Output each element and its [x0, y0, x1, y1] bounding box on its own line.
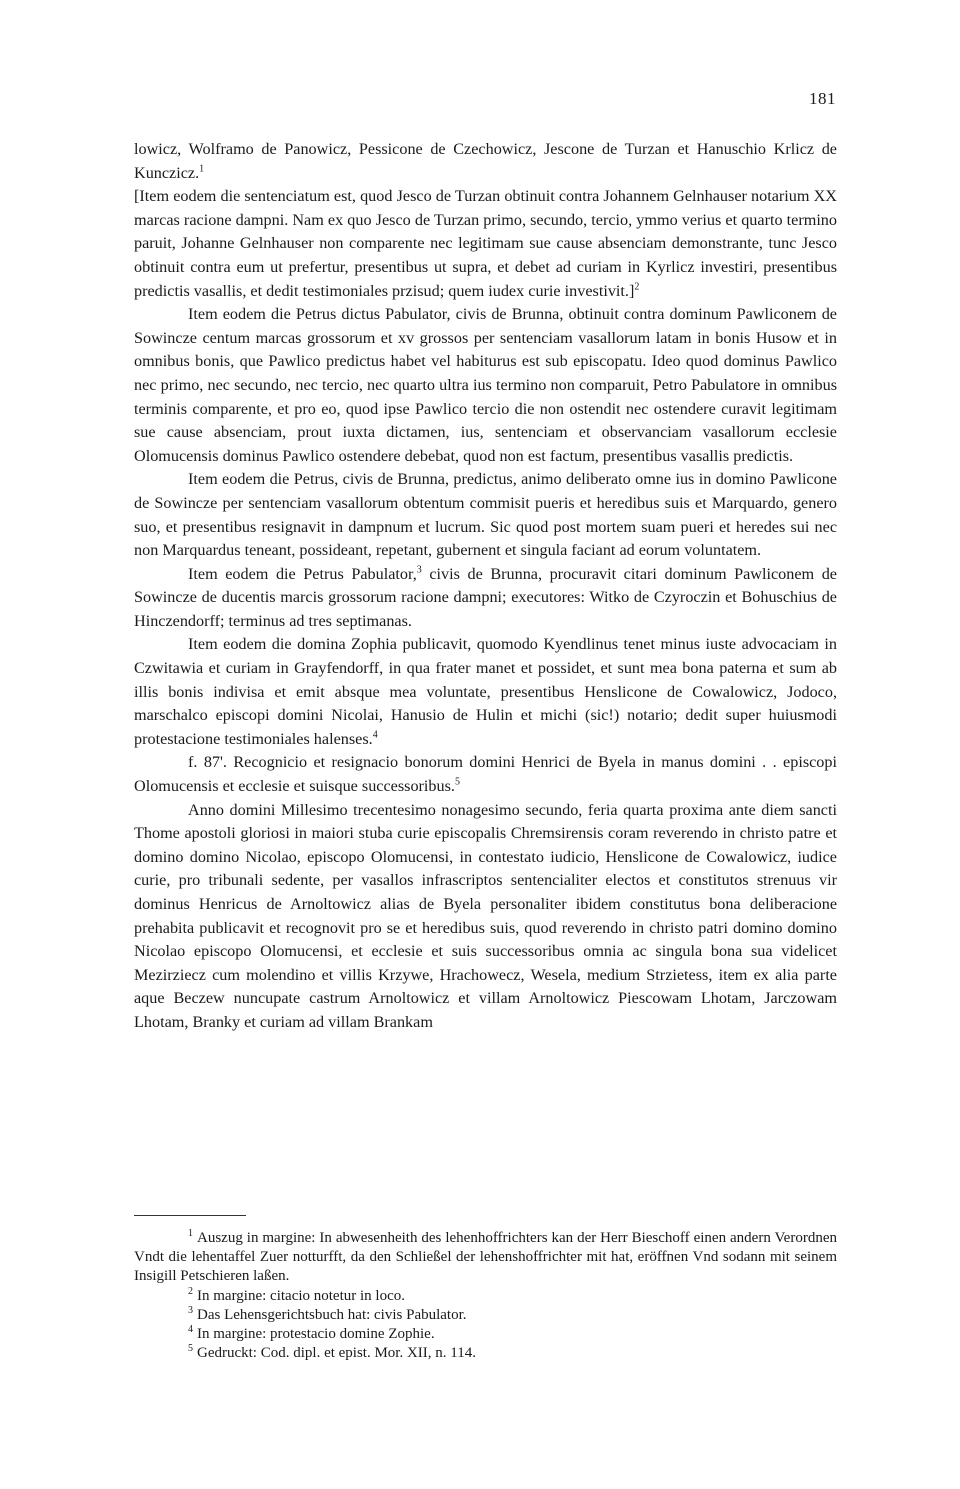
footnote-mark: 4 [188, 1324, 193, 1336]
footnote: $^4$ In margine: protestacio domine Zophie. [188, 1324, 435, 1343]
paragraph: [Item eodem die sentenciatum est, quod Jesco de Turzan obtinuit contra Johannem Gelnhauser notarium XX marcas racione dampni. Nam ex quo Jesco de Turzan primo, secundo, tercio, ymmo verius et quarto termino paruit, Johanne Gelnhauser non comparente nec legitimam sue cause absenciam demonstrante, tunc Jesco obtinuit contra eum ut prefertur, presentibus ut supra, et debet ad curiam in Kyrlicz investiri, presentibus predictis vasallis, et dedit testimoniales przisud; quem iudex curie investivit.]$^2$ [134, 187, 837, 300]
paragraph: Anno domini Millesimo trecentesimo nonagesimo secundo, feria quarta proxima ante diem sancti Thome apostoli gloriosi in maiori stuba curie episcopalis Chremsirensis coram reverendo in christo patre et domino domino Nicolao, episcopo Olomucensi, in contestato iudicio, Henslicone de Cowalowicz, iudice curie, pro tribunali sedente, per vasallos infrascriptos sentencialiter electos et constitutos strenuus vir dominus Henricus de Arnoltowicz alias de Byela personaliter ibidem constitutus bona deliberacione prehabita publicavit et recognovit pro se et heredibus suis, quod reverendo in christo patri domino domino Nicolao episcopo Olomucensi, et ecclesie et suis successoribus omnia ac singula bona sua videlicet Mezirziecz cum molendino et villis Krzywe, Hrachowecz, Wesela, medium Strzietess, item ex alia parte aque Beczew nuncupate castrum Arnoltowicz et villam Arnoltowicz Piescowam Lhotam, Jarczowam Lhotam, Branky et curiam ad villam Brankam [134, 800, 837, 1031]
paragraph: Item eodem die Petrus Pabulator,$^3$ civis de Brunna, procuravit citari dominum Pawliconem de Sowincze de ducentis marcis grossorum racione dampni; executores: Witko de Czyroczin et Bohuschius de Hinczendorff; terminus ad tres septimanas. [134, 564, 837, 630]
footnote: $^5$ Gedruckt: Cod. dipl. et epist. Mor. XII, n. 114. [188, 1343, 476, 1362]
footnotes [134, 1229, 837, 1363]
footnote: $^3$ Das Lehensgerichtsbuch hat: civis Pabulator. [188, 1304, 467, 1323]
footnote-mark: 5 [188, 1343, 193, 1355]
footnote: $^2$ In margine: citacio notetur in loco. [188, 1285, 405, 1304]
footnote-ref[interactable]: 4 [372, 729, 378, 741]
footnote-divider [134, 1215, 246, 1216]
footnote-ref[interactable]: 3 [416, 564, 422, 576]
paragraph: Item eodem die Petrus dictus Pabulator, civis de Brunna, obtinuit contra dominum Pawliconem de Sowincze centum marcas grossorum et xv grossos per sentenciam vasallorum latam in bonis Husow et in omnibus bonis, que Pawlico predictus habet vel habiturus est sub episcopatu. Ideo quod dominus Pawlico nec primo, nec secundo, nec tercio, nec quarto ultra ius termino non comparuit, Petro Pabulatore in omnibus terminis comparente, et pro eo, quod ipse Pawlico tercio die non ostendit nec ostendere curavit legitimam sue cause absenciam, prout iuxta dictamen, ius, sentenciam et observanciam vasallorum ecclesie Olomucensis dominus Pawlico ostendere debebat, quod non est factum, presentibus vasallis predictis. [134, 305, 837, 465]
page-number: 181 [809, 89, 836, 108]
footnote-mark: 2 [188, 1285, 193, 1297]
footnote: $^1$ Auszug in margine: In abwesenheith des lehenhoffrichters kan der Herr Bieschoff einen andern Verordnen Vndt die lehentaffel Zuer notturfft, da den Schließel der lehenshoffrichter mit hat, eröffnen Vnd sodann mit seinem Insigill Petschieren laßen. [134, 1228, 837, 1285]
footnote-ref[interactable]: 1 [199, 163, 205, 175]
paragraph: lowicz, Wolframo de Panowicz, Pessicone de Czechowicz, Jescone de Turzan et Hanuschio Krlicz de Kunczicz.$^1$ [134, 140, 837, 182]
footnote-mark: 1 [188, 1228, 193, 1239]
footnote-mark: 3 [188, 1304, 193, 1316]
paragraph: Item eodem die Petrus, civis de Brunna, predictus, animo deliberato omne ius in domino Pawlicone de Sowincze per sentenciam vasallorum obtentum commisit pueris et heredibus suis et Marquardo, genero suo, et presentibus resignavit in dampnum et lucrum. Sic quod post mortem suam pueri et heredes sui nec non Marquardus teneant, possideant, repetant, gubernent et singula faciant ad eorum voluntatem. [134, 470, 837, 560]
main-text [134, 138, 837, 1035]
footnote-ref[interactable]: 5 [454, 776, 460, 788]
paragraph: Item eodem die domina Zophia publicavit, quomodo Kyendlinus tenet minus iuste advocaciam in Czwitawia et curiam in Grayfendorff, in qua frater manet et possidet, et sunt mea bona paterna et sum ab illis bonis indivisa et emit absque mea voluntate, presentibus Henslicone de Cowalowicz, Jodoco, marschalco episcopi domini Nicolai, Hanusio de Hulin et michi (sic!) notario; dedit super huiusmodi protestacione testimoniales halenses.$^4$ [134, 635, 837, 748]
paragraph: f. 87'. Recognicio et resignacio bonorum domini Henrici de Byela in manus domini . . episcopi Olomucensis et ecclesie et suisque successoribus.$^5$ [134, 753, 837, 796]
footnote-ref[interactable]: 2 [634, 281, 640, 293]
